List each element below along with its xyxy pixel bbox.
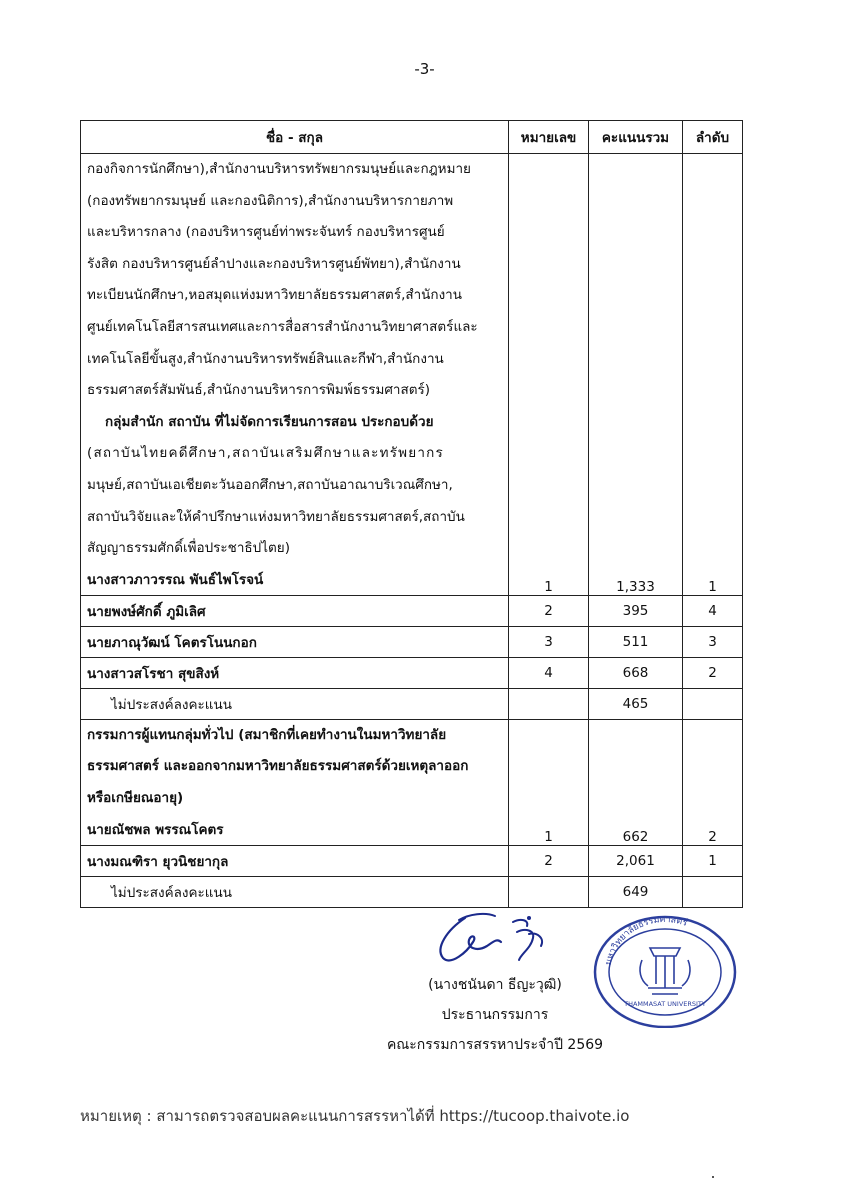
group2-heading-line: ธรรมศาสตร์ และออกจากมหาวิทยาลัยธรรมศาสตร์ด้วยเหตุลาออก: [87, 758, 469, 775]
group2-description-cell: [81, 719, 509, 845]
header-rank: ลำดับ: [683, 121, 743, 154]
university-seal-stamp: [590, 910, 740, 1028]
candidate-name: นางสาวภาวรรณ พันธ์ไพโรจน์: [87, 571, 264, 588]
abstain-label: ไม่ประสงค์ลงคะแนน: [81, 688, 509, 719]
group1-desc-line: ทะเบียนนักศึกษา,หอสมุดแห่งมหาวิทยาลัยธรรมศาสตร์,สำนักงาน: [87, 287, 462, 304]
table-row: [81, 657, 743, 688]
candidate-rank: 1: [683, 845, 743, 876]
group2-heading-line: หรือเกษียณอายุ): [87, 789, 184, 806]
group1-desc-line: และบริหารกลาง (กองบริหารศูนย์ท่าพระจันทร์ กองบริหารศูนย์: [87, 224, 445, 241]
candidate-number: 2: [509, 595, 589, 626]
candidate-rank: 4: [683, 595, 743, 626]
group1-desc-line: รังสิต กองบริหารศูนย์ลำปางและกองบริหารศูนย์พัทยา),สำนักงาน: [87, 255, 461, 272]
candidate-name: นางสาวสโรชา สุขสิงห์: [81, 657, 509, 688]
empty-cell: [509, 876, 589, 907]
group1-heading: กลุ่มสำนัก สถาบัน ที่ไม่จัดการเรียนการสอน ประกอบด้วย: [105, 413, 434, 430]
candidate-rank: 1: [683, 154, 743, 596]
candidate-number: 2: [509, 845, 589, 876]
table-row: [81, 719, 743, 845]
table-row: [81, 626, 743, 657]
table-row: [81, 154, 743, 596]
seal-text-top: มหาวิทยาลัยธรรมศาสตร์: [603, 914, 689, 967]
group1-description-cell: [81, 154, 509, 596]
group1-desc-line: ศูนย์เทคโนโลยีสารสนเทศและการสื่อสารสำนักงานวิทยาศาสตร์และ: [87, 318, 478, 335]
results-table: [80, 120, 743, 908]
candidate-name: นายณัชพล พรรณโคตร: [87, 821, 224, 838]
seal-emblem-icon: [640, 948, 690, 994]
seal-text-latin: THAMMASAT UNIVERSITY: [624, 1000, 706, 1008]
signer-committee: คณะกรรมการสรรหาประจำปี 2569: [386, 1037, 604, 1053]
empty-cell: [683, 688, 743, 719]
empty-cell: [509, 688, 589, 719]
signer-name: (นางชนันดา ธีญะวุฒิ): [428, 977, 562, 993]
candidate-score: 395: [589, 595, 683, 626]
empty-cell: [683, 876, 743, 907]
group1-desc-line: (กองทรัพยากรมนุษย์ และกองนิติการ),สำนักงานบริหารกายภาพ: [87, 192, 454, 209]
table-row: [81, 845, 743, 876]
table-row-abstain: [81, 876, 743, 907]
abstain-score: 649: [589, 876, 683, 907]
group1-desc-line: ธรรมศาสตร์สัมพันธ์,สำนักงานบริหารการพิมพ์ธรรมศาสตร์): [87, 382, 431, 399]
candidate-score: 668: [589, 657, 683, 688]
header-number: หมายเลข: [509, 121, 589, 154]
scan-speck: [712, 1176, 714, 1178]
signer-position: ประธานกรรมการ: [441, 1007, 549, 1023]
candidate-rank: 3: [683, 626, 743, 657]
page-number: -3-: [414, 60, 435, 78]
candidate-name: นายพงษ์ศักดิ์ ภูมิเลิศ: [81, 595, 509, 626]
candidate-number: 3: [509, 626, 589, 657]
table-row-abstain: [81, 688, 743, 719]
candidate-score: 1,333: [589, 154, 683, 596]
candidate-score: 511: [589, 626, 683, 657]
candidate-score: 2,061: [589, 845, 683, 876]
handwritten-signature: [425, 908, 565, 970]
candidate-number: 4: [509, 657, 589, 688]
group1-sub-line: (สถาบันไทยคดีศึกษา,สถาบันเสริมศึกษาและทรัพยากร: [87, 445, 444, 462]
svg-text:มหาวิทยาลัยธรรมศาสตร์: [604, 915, 689, 966]
candidate-rank: 2: [683, 657, 743, 688]
candidate-number: 1: [509, 154, 589, 596]
header-score: คะแนนรวม: [589, 121, 683, 154]
candidate-name: นางมณฑิรา ยุวนิชยากุล: [81, 845, 509, 876]
group1-sub-line: สัญญาธรรมศักดิ์เพื่อประชาธิปไตย): [87, 540, 290, 557]
table-row: [81, 595, 743, 626]
group1-sub-line: มนุษย์,สถาบันเอเชียตะวันออกศึกษา,สถาบันอาณาบริเวณศึกษา,: [87, 476, 453, 493]
group1-desc-line: เทคโนโลยีขั้นสูง,สำนักงานบริหารทรัพย์สินและกีฬา,สำนักงาน: [87, 350, 444, 367]
candidate-number: 1: [509, 719, 589, 845]
candidate-score: 662: [589, 719, 683, 845]
abstain-label: ไม่ประสงค์ลงคะแนน: [81, 876, 509, 907]
candidate-name: นายภาณุวัฒน์ โคตรโนนกอก: [81, 626, 509, 657]
abstain-score: 465: [589, 688, 683, 719]
footnote: หมายเหตุ : สามารถตรวจสอบผลคะแนนการสรรหาได้ที่ https://tucoop.thaivote.io: [80, 1107, 630, 1125]
header-name: ชื่อ - สกุล: [81, 121, 509, 154]
table-header-row: [81, 121, 743, 154]
group1-sub-line: สถาบันวิจัยและให้คำปรึกษาแห่งมหาวิทยาลัยธรรมศาสตร์,สถาบัน: [87, 508, 465, 525]
group2-heading-line: กรรมการผู้แทนกลุ่มทั่วไป (สมาชิกที่เคยทำงานในมหาวิทยาลัย: [87, 726, 447, 743]
group1-desc-line: กองกิจการนักศึกษา),สำนักงานบริหารทรัพยากรมนุษย์และกฎหมาย: [87, 161, 471, 177]
candidate-rank: 2: [683, 719, 743, 845]
